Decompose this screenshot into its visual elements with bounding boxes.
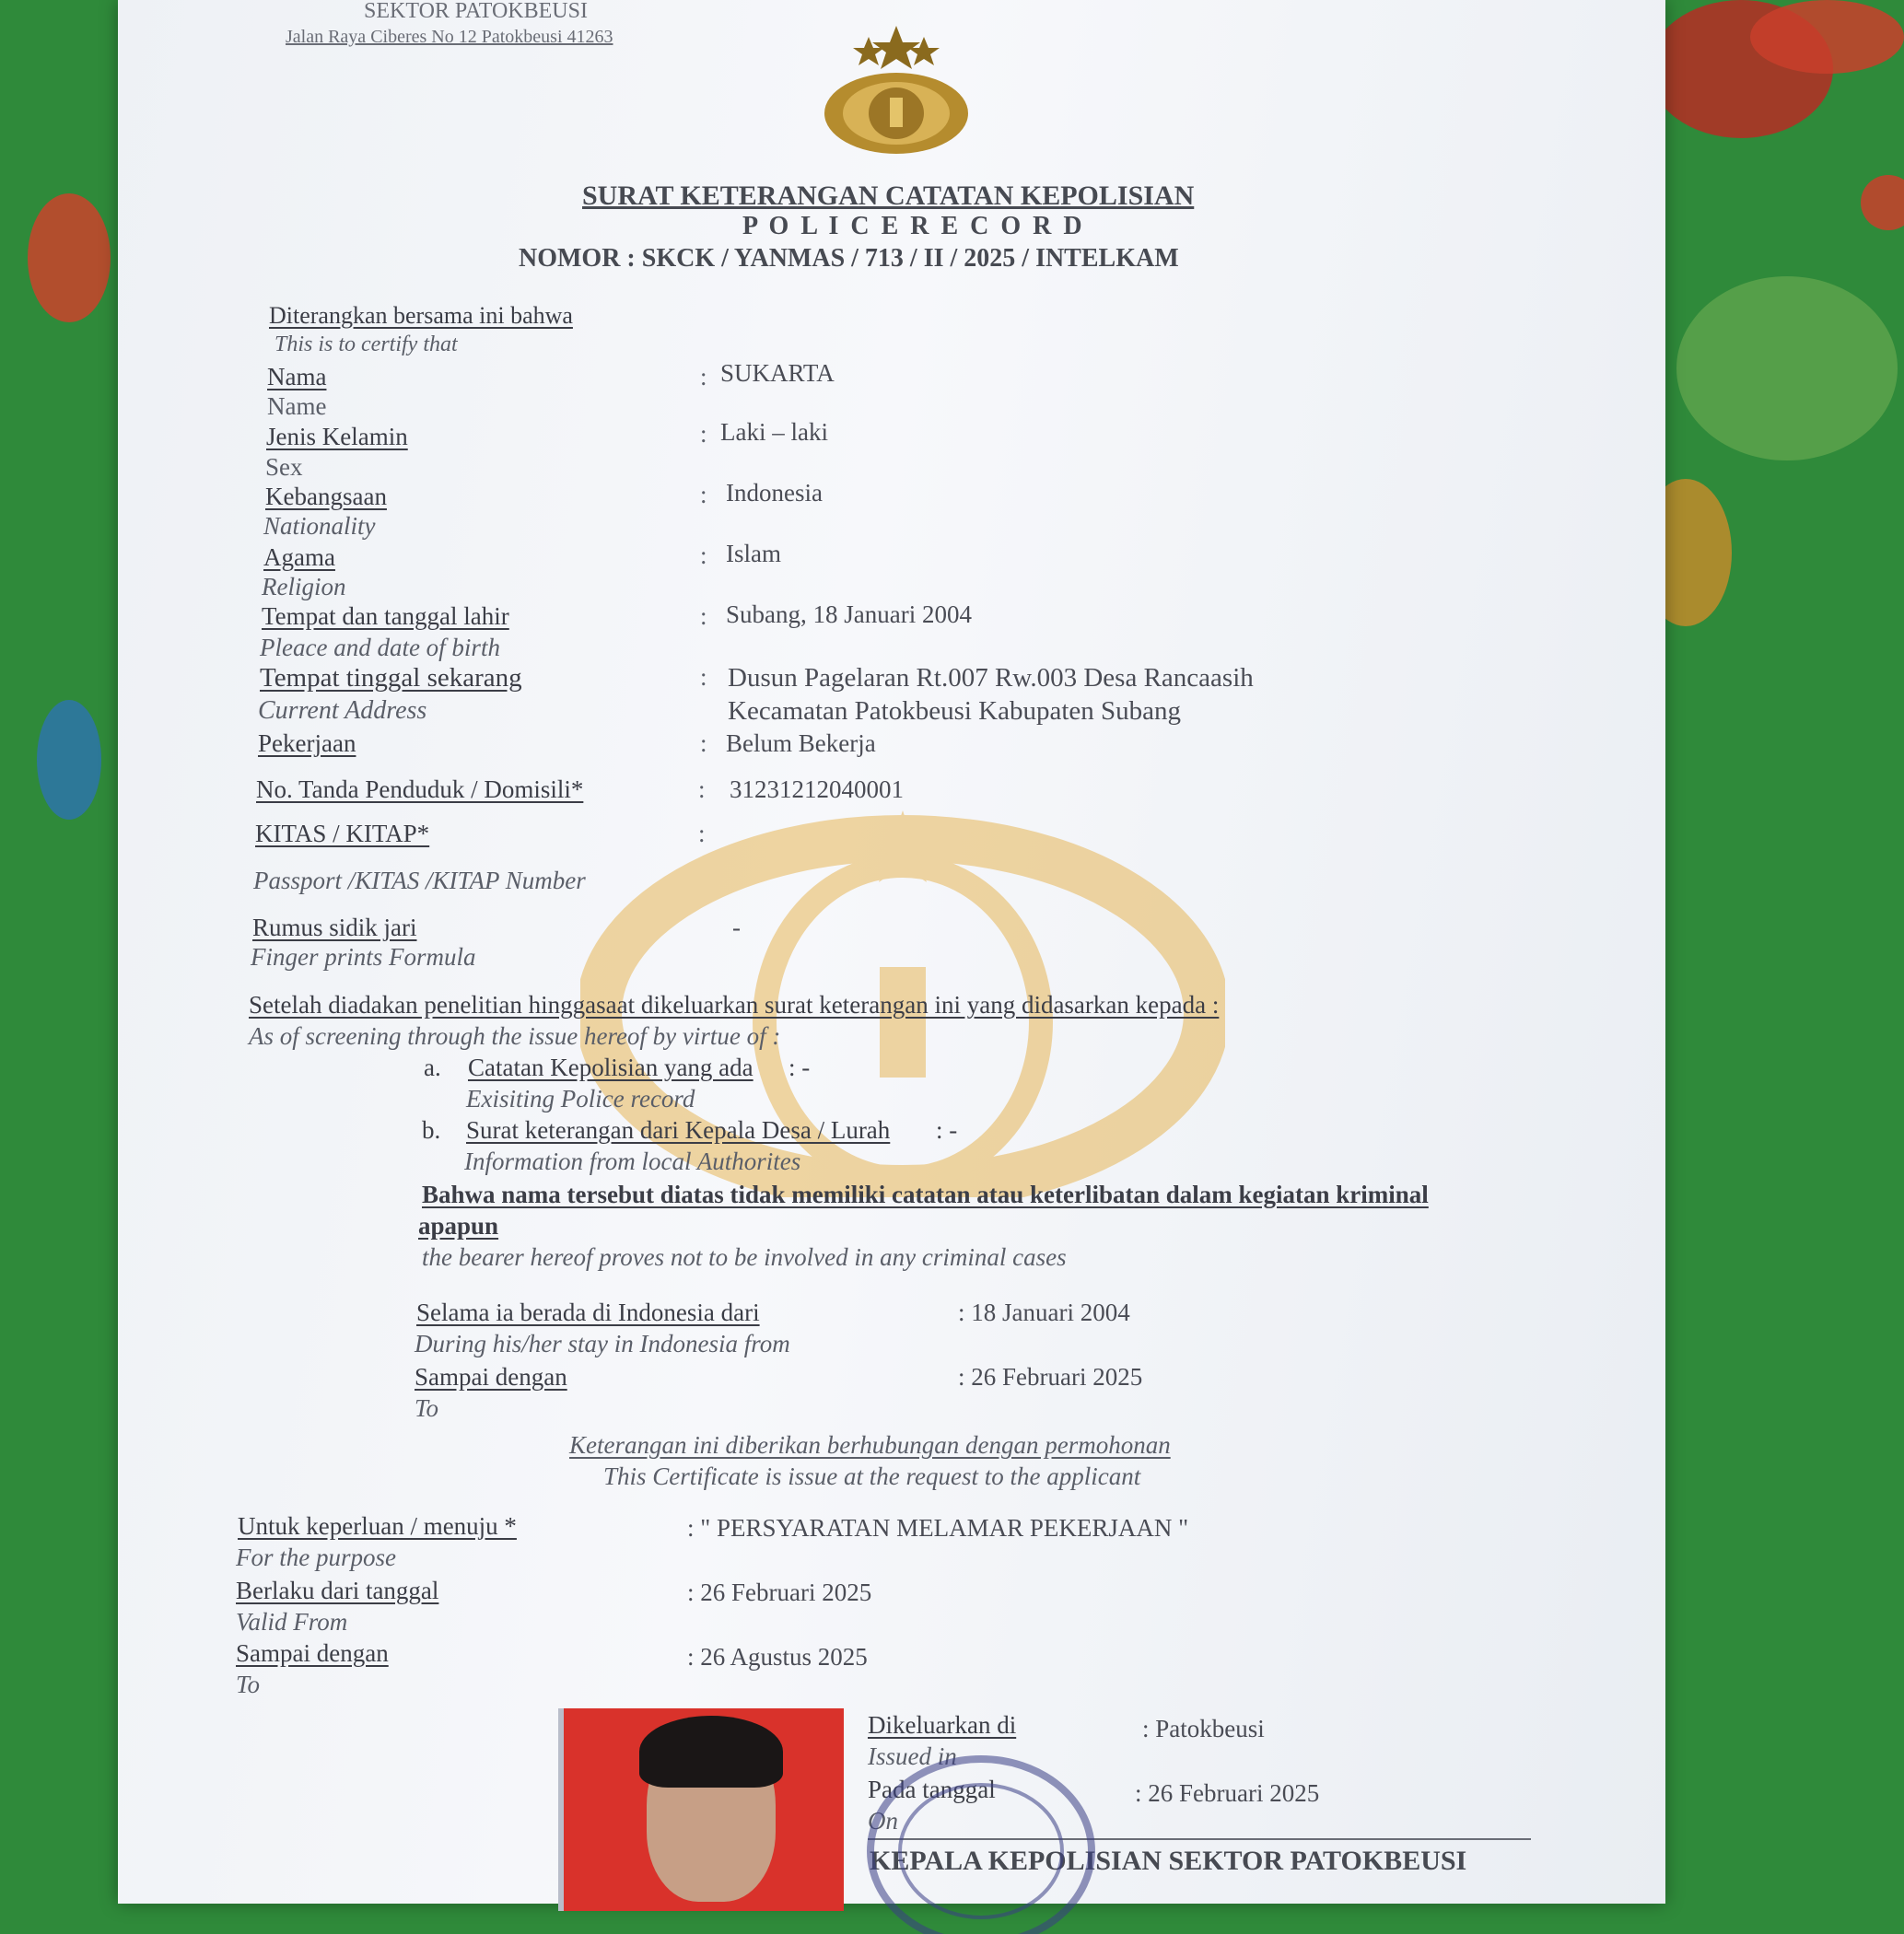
document-number: NOMOR : SKCK / YANMAS / 713 / II / 2025 / INTELKAM [519, 244, 1179, 273]
official-stamp [857, 1731, 1105, 1934]
valid-until-label: Sampai dengan [236, 1639, 389, 1667]
field-label-nationality-en: Nationality [263, 512, 376, 540]
valid-from-value: : 26 Februari 2025 [687, 1579, 872, 1606]
applicant-photo [558, 1708, 844, 1911]
colon: : [698, 820, 706, 847]
request-text-en: This Certificate is issue at the request to the applicant [603, 1462, 1141, 1490]
field-label-address-en: Current Address [258, 696, 427, 725]
office-address: Jalan Raya Ciberes No 12 Patokbeusi 41263 [286, 27, 613, 47]
request-text: Keterangan ini diberikan berhubungan dengan permohonan [569, 1431, 1171, 1459]
field-value-occupation: Belum Bekerja [726, 729, 876, 757]
purpose-value: : " PERSYARATAN MELAMAR PEKERJAAN " [687, 1514, 1189, 1542]
field-label-sex-en: Sex [265, 453, 303, 481]
colon: : [700, 420, 707, 448]
field-label-birth: Tempat dan tanggal lahir [262, 602, 509, 630]
issued-at-label: Dikeluarkan di [868, 1711, 1017, 1739]
police-emblem-icon [818, 26, 975, 155]
issued-on-value: : 26 Februari 2025 [1135, 1779, 1320, 1807]
issued-at-label-en: Issued in [868, 1742, 957, 1770]
field-value-birth: Subang, 18 Januari 2004 [726, 600, 972, 628]
colon: : [700, 729, 707, 757]
field-value-address-line2: Kecamatan Patokbeusi Kabupaten Subang [728, 696, 1182, 726]
field-label-birth-en: Pleace and date of birth [260, 634, 500, 661]
field-label-address: Tempat tinggal sekarang [260, 663, 522, 693]
field-value-name: SUKARTA [720, 359, 835, 387]
colon: : [698, 775, 706, 803]
screening-text-en: As of screening through the issue hereof by virtue of : [249, 1022, 781, 1050]
field-label-kitas: KITAS / KITAP* [255, 820, 430, 847]
field-label-id-number: No. Tanda Penduduk / Domisili* [256, 775, 584, 803]
item-b-marker: b. [422, 1116, 441, 1144]
stay-from-label-en: During his/her stay in Indonesia from [415, 1330, 790, 1357]
statement-text-en: the bearer hereof proves not to be involved in any criminal cases [422, 1243, 1067, 1271]
stay-from-label: Selama ia berada di Indonesia dari [416, 1299, 760, 1326]
colon: : [700, 363, 707, 390]
purpose-label: Untuk keperluan / menuju * [238, 1512, 517, 1540]
item-b-value: : - [936, 1116, 958, 1144]
field-label-kitas-en: Passport /KITAS /KITAP Number [253, 867, 586, 894]
stay-to-label: Sampai dengan [415, 1363, 567, 1391]
valid-until-value: : 26 Agustus 2025 [687, 1643, 868, 1671]
statement-text-line1: Bahwa nama tersebut diatas tidak memiliki catatan atau keterlibatan dalam kegiatan kriminal [422, 1181, 1429, 1208]
intro-text-en: This is to certify that [275, 332, 458, 356]
colon: : [700, 542, 707, 569]
valid-from-label: Berlaku dari tanggal [236, 1577, 439, 1604]
field-label-occupation: Pekerjaan [258, 729, 356, 757]
item-a-label-en: Exisiting Police record [466, 1085, 695, 1113]
document-title: SURAT KETERANGAN CATATAN KEPOLISIAN [582, 181, 1195, 211]
issued-on-label-en: On [868, 1807, 898, 1835]
field-value-nationality: Indonesia [726, 479, 823, 507]
document-subtitle: P O L I C E R E C O R D [742, 212, 1085, 240]
item-b-label-en: Information from local Authorites [464, 1148, 801, 1175]
field-value-address-line1: Dusun Pagelaran Rt.007 Rw.003 Desa Rancaasih [728, 663, 1254, 693]
valid-from-label-en: Valid From [236, 1608, 348, 1636]
stay-from-value: : 18 Januari 2004 [958, 1299, 1130, 1326]
item-a-label: Catatan Kepolisian yang ada [468, 1054, 753, 1081]
field-label-fingerprint-en: Finger prints Formula [251, 943, 476, 971]
signer-title: KEPALA KEPOLISIAN SEKTOR PATOKBEUSI [870, 1846, 1467, 1876]
screening-text: Setelah diadakan penelitian hinggasaat dikeluarkan surat keterangan ini yang didasarkan kepada : [249, 991, 1220, 1019]
issued-at-value: : Patokbeusi [1142, 1715, 1265, 1742]
colon: : [700, 481, 707, 508]
item-b-label: Surat keterangan dari Kepala Desa / Lurah [466, 1116, 891, 1144]
stay-to-value: : 26 Februari 2025 [958, 1363, 1143, 1391]
field-label-religion: Agama [263, 543, 335, 571]
statement-text-line2: apapun [418, 1212, 499, 1240]
field-label-nationality: Kebangsaan [265, 483, 387, 510]
office-name: SEKTOR PATOKBEUSI [364, 0, 588, 23]
field-value-id-number: 31231212040001 [730, 775, 904, 803]
colon: : [700, 602, 707, 630]
colon: : [700, 663, 707, 691]
item-a-value: : - [788, 1054, 811, 1081]
purpose-label-en: For the purpose [236, 1544, 396, 1571]
item-a-marker: a. [424, 1054, 441, 1081]
stay-to-label-en: To [415, 1394, 439, 1422]
field-label-name: Nama [267, 363, 327, 390]
field-label-name-en: Name [267, 392, 327, 420]
photo-hair [639, 1716, 783, 1788]
intro-text: Diterangkan bersama ini bahwa [269, 302, 573, 329]
field-value-sex: Laki – laki [720, 418, 828, 446]
field-value-religion: Islam [726, 540, 781, 567]
field-label-fingerprint: Rumus sidik jari [252, 914, 417, 941]
field-value-fingerprint: - [732, 914, 741, 941]
field-label-sex: Jenis Kelamin [266, 423, 408, 450]
issued-on-label: Pada tanggal [868, 1776, 996, 1803]
field-label-religion-en: Religion [262, 573, 346, 600]
valid-until-label-en: To [236, 1671, 261, 1698]
